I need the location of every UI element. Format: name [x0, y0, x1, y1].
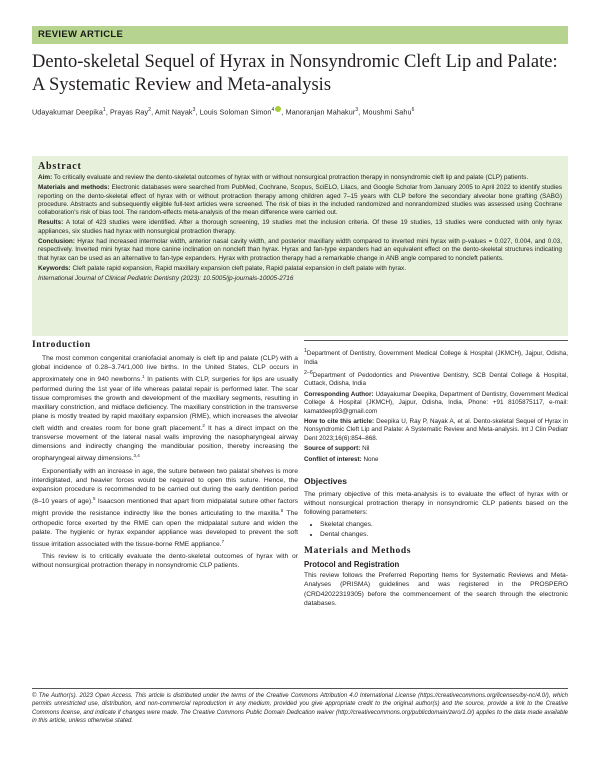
- reference-link[interactable]: 6: [280, 508, 284, 514]
- footer-divider: [32, 688, 568, 689]
- reference-link[interactable]: 3,4: [133, 453, 140, 459]
- abstract-box: [32, 156, 568, 336]
- author-affiliation-ref: 2: [148, 107, 152, 113]
- abstract-methods-text: Electronic databases were searched from PubMed, Cochrane, Scopus, SciELO, Lilacs, and Google Scholar from January 2005 to April 2022 to identify studies reporting on the dento-skeletal effect of hyrax with or without protraction therapy among children aged 7–15 years with CLP before the secondary alveolar bone grafting (SABG) procedure. Abstracts and subsequently eligible full-text articles were screened. The risk of bias in the included randomized and nonrandomized studies was assessed using Cochrane collaboration's risk of bias tool. The random-effects meta-analysis of the mean difference were carried out.: [38, 184, 562, 217]
- intro-text: It has a direct impact on the transverse movement of the lateral nasal walls improving the nasopharyngeal airway dimensions and indirectly changing the mandibular position, thereby increasing the oropharyngeal airway dimensions.: [32, 425, 298, 463]
- article-title: Dento-skeletal Sequel of Hyrax in Nonsyndromic Cleft Lip and Palate: A Systematic Review and Meta-analysis: [32, 52, 558, 95]
- author-name[interactable]: Prayas Ray: [110, 107, 149, 117]
- abstract-results-text: A total of 423 studies were identified. After a thorough screening, 19 studies met the inclusion criteria. Of these 19 studies, 13 studies were conducted with only hyrax appliances, six studies had hyrax with nonsurgical protraction therapy.: [38, 219, 562, 235]
- author-separator: ,: [195, 107, 200, 117]
- protocol-subheading: Protocol and Registration: [304, 560, 400, 570]
- conflict-of-interest-text: None: [363, 455, 379, 463]
- intro-text: Isaacson mentioned that apart from midpalatal suture other factors might provide the resistance indirectly like the bones articulating to the maxilla.: [32, 498, 298, 518]
- list-item: • Dental changes.: [320, 530, 568, 540]
- source-of-support: [304, 445, 568, 453]
- author-name[interactable]: Moushmi Sahu: [362, 107, 412, 117]
- author-affiliation-ref: 6: [411, 107, 415, 113]
- right-column: [304, 340, 568, 611]
- introduction-paragraph-1: [32, 354, 298, 464]
- source-of-support-text: Nil: [362, 445, 370, 453]
- abstract-conclusion: [38, 238, 562, 263]
- article-type-banner: REVIEW ARTICLE: [32, 26, 568, 44]
- source-of-support-label: Source of support:: [304, 445, 361, 453]
- intro-text: The orthopedic force exerted by the RME can open the midpalatal suture and widen the palate. The hygienic or hyrax expander appliance was developed to prevent the soft tissue irritation associated with the tissue-borne RME appliance.: [32, 510, 299, 549]
- author-separator: ,: [281, 107, 286, 117]
- affiliation-1: [304, 347, 568, 367]
- abstract-aim-text: To critically evaluate and review the dento-skeletal outcomes of hyrax with or without nonsurgical protraction therapy in nonsyndromic cleft lip and palate (CLP) patients.: [53, 174, 529, 181]
- affiliation-text: Department of Dentistry, Government Medical College & Hospital (JKMCH), Jajpur, Odisha, India: [304, 350, 568, 366]
- author-separator: ,: [105, 107, 111, 117]
- author-name[interactable]: Manoranjan Mahakur: [285, 107, 356, 117]
- author-name[interactable]: Louis Soloman Simon: [199, 107, 272, 117]
- affiliation-text: Department of Pedodontics and Preventive Dentistry, SCB Dental College & Hospital, Cuttack, Odisha, India: [304, 372, 568, 388]
- introduction-paragraph-3: This review is to critically evaluate the dento-skeletal outcomes of hyrax with or without nonsurgical protraction therapy in nonsyndromic CLP patients.: [32, 553, 298, 570]
- how-to-cite-label: How to cite this article:: [304, 418, 375, 426]
- author-name[interactable]: Amit Nayak: [154, 107, 193, 117]
- how-to-cite: [304, 418, 568, 443]
- introduction-paragraph-2: [32, 467, 298, 549]
- affiliation-divider: [304, 340, 568, 341]
- left-column: [32, 340, 298, 573]
- affiliation-2: [304, 369, 568, 389]
- journal-citation[interactable]: International Journal of Clinical Pediatric Dentistry (2023): 10.5005/jp-journals-10005-2716: [38, 275, 294, 283]
- author-affiliation-ref: 4: [271, 107, 275, 113]
- affiliation-number: 2–6: [304, 369, 313, 376]
- abstract-keywords: [38, 265, 562, 273]
- objectives-list: [304, 520, 568, 540]
- corresponding-author-text: Udayakumar Deepika, Department of Dentistry, Government Medical College & Hospital (JKMCH), Jajpur, Odisha, India, Phone: +91 8105875117, e-mail: kamatdeep93@gmail.com: [304, 390, 569, 415]
- abstract-conclusion-text: Hyrax had increased intermolar width, anterior nasal cavity width, and posterior maxillary width compared to inverted mini hyrax with p-values = 0.027, 0.004, and 0.03, respectively. Inverted mini hyrax had more canine inclination on noncleft than hyrax. Hyrax and fan-type expanders had an equivalent effect on the dento-skeletal structures indicating that hyrax can be used as an alternative to fan-type expanders. Hyrax with protraction therapy had a remarkable change in ANB angle compared to noncleft patients.: [38, 238, 562, 262]
- author-list: [32, 105, 568, 117]
- objectives-paragraph: The primary objective of this meta-analysis is to evaluate the effect of hyrax with or without nonsurgical protraction therapy in nonsyndromic CLP patients based on the following parameters:: [304, 491, 568, 517]
- license-footer: © The Author(s). 2023 Open Access. This article is distributed under the terms of the Creative Commons Attribution 4.0 International License (https://creativecommons.org/licenses/by-nc/4.0/), which permits unrestricted use, distribution, and non-commercial reproduction in any medium, provided you give appropriate credit to the original author(s) and the source, provide a link to the Creative Commons license, and indicate if changes were made. The Creative Commons Public Domain Dedication waiver (http://creativecommons.org/publicdomain/zero/1.0/) applies to the data made available in this article, unless otherwise stated.: [32, 693, 568, 725]
- methods-heading: Materials and Methods: [304, 546, 412, 557]
- reference-link[interactable]: 1: [142, 374, 145, 380]
- intro-text: In patients with CLP, surgeries for lips are usually performed during the 1st year of life whereas palatal repair is performed later. The scar tissue compromises the growth and development of the maxillary segments, resulting in maxillary constriction, and midface deficiency. The maxillary constriction in the transverse plane is mostly treated by rapid maxillary expansion (RME), which increases the alveolar cleft width and creates room for bone graft placement.: [32, 376, 298, 433]
- abstract-aim: [38, 174, 562, 182]
- reference-link[interactable]: 5: [93, 496, 96, 502]
- introduction-heading: Introduction: [32, 340, 91, 350]
- list-item: • Skeletal changes.: [320, 520, 568, 530]
- intro-text: The most common congenital craniofacial anomaly is cleft lip and palate (CLP) with a global incidence of 0.28–3.74/1,000 live births. In the United States, CLP occurs in approximately one in 940 newborns.: [32, 355, 298, 384]
- author-affiliation-ref: 1: [102, 107, 106, 113]
- author-affiliation-ref: 3: [192, 107, 196, 113]
- corresponding-author-label: Corresponding Author:: [304, 390, 374, 398]
- intro-text: Exponentially with an increase in age, the suture between two palatal shelves is more interdigitated, and heavier forces would be required to open this suture. Hence, the expansion procedure is recommended to be carried out during the early dentition period (8–10 years of age).: [32, 467, 298, 506]
- reference-link[interactable]: 7: [221, 538, 225, 544]
- abstract-methods: [38, 184, 562, 217]
- abstract-methods-label: Materials and methods:: [38, 184, 110, 192]
- abstract-results-label: Results:: [38, 219, 64, 227]
- abstract-aim-label: Aim:: [38, 174, 53, 181]
- objectives-heading: Objectives: [304, 476, 347, 487]
- abstract-conclusion-label: Conclusion:: [38, 238, 75, 246]
- abstract-results: [38, 219, 562, 236]
- affiliation-number: 1: [304, 348, 307, 354]
- conflict-of-interest-label: Conflict of interest:: [304, 455, 362, 463]
- methods-paragraph: This review follows the Preferred Reporting Items for Systematic Reviews and Meta-Analyses (PRISMA) guidelines and was registered in the PROSPERO (CRD42022319305) before the commencement of the search through the electronic databases.: [304, 572, 568, 607]
- author-name[interactable]: Udayakumar Deepika: [32, 107, 103, 117]
- author-affiliation-ref: 3: [355, 107, 359, 113]
- author-separator: ,: [358, 107, 363, 117]
- conflict-of-interest: [304, 456, 568, 464]
- reference-link[interactable]: 2: [202, 422, 205, 428]
- abstract-keywords-text: Cleft palate rapid expansion, Rapid maxillary expansion cleft palate, Rapid palatal expansion in cleft palate with hyrax.: [72, 264, 407, 272]
- author-separator: ,: [151, 107, 155, 117]
- corresponding-author: [304, 391, 568, 416]
- abstract-keywords-label: Keywords:: [38, 264, 71, 272]
- how-to-cite-text: Deepika U, Ray P, Nayak A, et al. Dento-skeletal Sequel of Hyrax in Nonsyndromic Cleft Lip and Palate: A Systematic Review and Meta-analysis. Int J Clin Pediatr Dent 2023;16(6):854–868.: [304, 418, 568, 442]
- abstract-heading: Abstract: [38, 161, 82, 172]
